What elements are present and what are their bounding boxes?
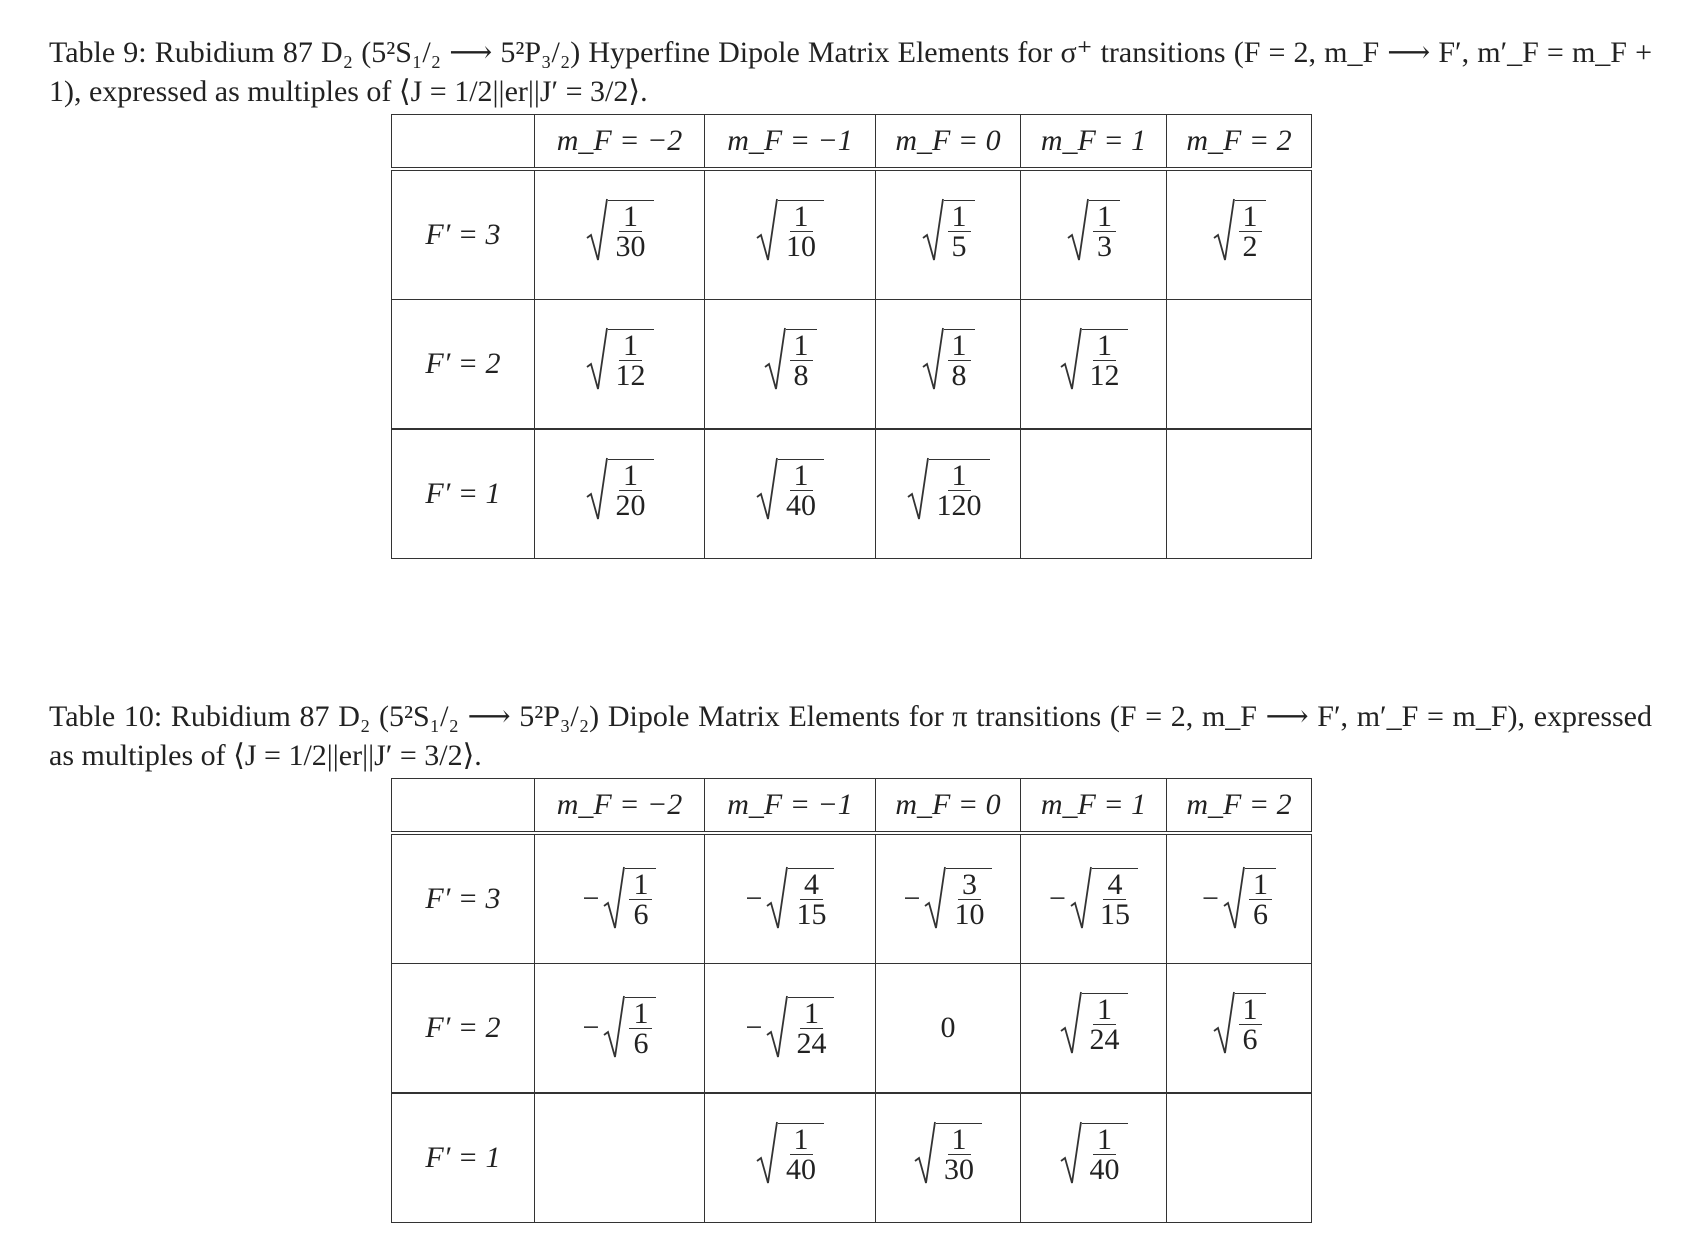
fraction bbox=[625, 997, 656, 1060]
numerator: 1 bbox=[948, 201, 971, 232]
sqrt-expression bbox=[1060, 991, 1128, 1057]
table-row bbox=[392, 1093, 1312, 1223]
denominator: 40 bbox=[786, 1152, 816, 1186]
fraction bbox=[1092, 868, 1138, 931]
column-header: m_F = −2 bbox=[535, 779, 705, 834]
fraction bbox=[788, 997, 834, 1060]
matrix-element-cell bbox=[1167, 1093, 1312, 1223]
matrix-element-cell bbox=[876, 964, 1021, 1094]
header-row bbox=[392, 779, 1312, 834]
radical-sign-icon bbox=[586, 327, 608, 393]
row-label: F′ = 2 bbox=[392, 300, 535, 430]
numerator: 1 bbox=[948, 330, 971, 361]
fraction bbox=[778, 1123, 824, 1186]
matrix-element-cell bbox=[876, 169, 1021, 300]
column-header bbox=[392, 115, 535, 170]
fraction bbox=[608, 459, 654, 522]
sqrt-expression bbox=[586, 327, 654, 393]
row-label: F′ = 3 bbox=[392, 833, 535, 964]
numerator: 1 bbox=[790, 1124, 813, 1155]
column-header: m_F = 2 bbox=[1167, 779, 1312, 834]
column-header: m_F = −1 bbox=[705, 115, 876, 170]
matrix-element-cell bbox=[1167, 429, 1312, 559]
denominator: 5 bbox=[951, 229, 967, 263]
radical-sign-icon bbox=[603, 866, 625, 932]
radical-sign-icon bbox=[756, 198, 778, 264]
fraction bbox=[936, 1123, 982, 1186]
radical-sign-icon bbox=[603, 995, 625, 1061]
numerator: 1 bbox=[1093, 994, 1116, 1025]
denominator: 12 bbox=[1089, 358, 1120, 392]
radical-sign-icon bbox=[586, 457, 608, 523]
fraction bbox=[608, 329, 654, 392]
denominator: 10 bbox=[954, 897, 985, 931]
matrix-element-cell bbox=[705, 169, 876, 300]
sqrt-expression bbox=[764, 327, 817, 393]
radical-sign-icon bbox=[1060, 1121, 1082, 1187]
fraction bbox=[778, 200, 824, 263]
numerator: 1 bbox=[948, 1124, 971, 1155]
minus-sign: − bbox=[582, 1011, 600, 1044]
table-9-caption: Table 9: Rubidium 87 D₂ (5²S₁/₂ ⟶ 5²P₃/₂) Hyperfine Dipole Matrix Elements for σ⁺ transitions (F = 2, m_F ⟶ F′, m′_F = m_F + 1), expressed as multiples of ⟨J = 1/2||er||J′ = 3/2⟩. bbox=[49, 36, 1652, 108]
radical-sign-icon bbox=[586, 198, 608, 264]
sqrt-expression bbox=[1060, 327, 1128, 393]
sqrt-expression bbox=[756, 457, 824, 523]
fraction bbox=[788, 868, 834, 931]
matrix-element-cell bbox=[1167, 833, 1312, 964]
fraction bbox=[1235, 200, 1266, 263]
numerator: 1 bbox=[790, 330, 813, 361]
denominator: 6 bbox=[633, 897, 649, 931]
column-header: m_F = −1 bbox=[705, 779, 876, 834]
column-header: m_F = −2 bbox=[535, 115, 705, 170]
radical-sign-icon bbox=[907, 457, 929, 523]
denominator: 8 bbox=[951, 358, 967, 392]
minus-sign: − bbox=[745, 1011, 763, 1044]
sqrt-expression bbox=[1202, 866, 1276, 932]
sqrt-expression bbox=[746, 866, 835, 932]
column-header: m_F = 1 bbox=[1021, 779, 1167, 834]
sqrt-expression bbox=[922, 327, 975, 393]
numerator: 1 bbox=[619, 460, 642, 491]
sqrt-expression bbox=[1060, 1121, 1128, 1187]
denominator: 12 bbox=[615, 358, 646, 392]
column-header bbox=[392, 779, 535, 834]
matrix-element-cell bbox=[535, 1093, 705, 1223]
numerator: 4 bbox=[800, 869, 823, 900]
numerator: 3 bbox=[958, 869, 981, 900]
sqrt-expression bbox=[586, 457, 654, 523]
radical-sign-icon bbox=[922, 327, 944, 393]
denominator: 24 bbox=[796, 1026, 827, 1060]
radical-sign-icon bbox=[922, 198, 944, 264]
sqrt-expression bbox=[586, 198, 654, 264]
denominator: 2 bbox=[1242, 229, 1258, 263]
numerator: 4 bbox=[1103, 869, 1126, 900]
column-header: m_F = 2 bbox=[1167, 115, 1312, 170]
table-row bbox=[392, 833, 1312, 964]
fraction bbox=[1082, 329, 1128, 392]
radical-sign-icon bbox=[1213, 198, 1235, 264]
matrix-element-cell bbox=[705, 1093, 876, 1223]
matrix-element-cell bbox=[535, 429, 705, 559]
table-row bbox=[392, 964, 1312, 1094]
radical-sign-icon bbox=[1223, 866, 1245, 932]
row-label: F′ = 1 bbox=[392, 429, 535, 559]
denominator: 10 bbox=[786, 229, 816, 263]
sqrt-expression bbox=[1213, 991, 1266, 1057]
matrix-element-cell bbox=[705, 964, 876, 1094]
matrix-element-cell bbox=[1021, 169, 1167, 300]
sqrt-expression bbox=[583, 866, 657, 932]
header-row bbox=[392, 115, 1312, 170]
numerator: 1 bbox=[800, 998, 823, 1029]
matrix-element-cell bbox=[1021, 833, 1167, 964]
column-header: m_F = 0 bbox=[876, 115, 1021, 170]
table-10-caption: Table 10: Rubidium 87 D₂ (5²S₁/₂ ⟶ 5²P₃/₂) Dipole Matrix Elements for π transitions (F = 2, m_F ⟶ F′, m′_F = m_F), expressed as multiples of ⟨J = 1/2||er||J′ = 3/2⟩. bbox=[49, 700, 1652, 772]
fraction bbox=[1235, 993, 1266, 1056]
matrix-element-cell bbox=[1021, 964, 1167, 1094]
radical-sign-icon bbox=[1213, 991, 1235, 1057]
matrix-element-cell bbox=[535, 964, 705, 1094]
numerator: 1 bbox=[790, 201, 813, 232]
numerator: 1 bbox=[1093, 1124, 1116, 1155]
minus-sign: − bbox=[582, 882, 600, 915]
radical-sign-icon bbox=[924, 866, 946, 932]
denominator: 30 bbox=[615, 229, 646, 263]
denominator: 6 bbox=[1252, 897, 1268, 931]
table-row bbox=[392, 429, 1312, 559]
denominator: 6 bbox=[1242, 1022, 1258, 1056]
column-header: m_F = 0 bbox=[876, 779, 1021, 834]
radical-sign-icon bbox=[764, 327, 786, 393]
row-label: F′ = 1 bbox=[392, 1093, 535, 1223]
numerator: 1 bbox=[619, 201, 642, 232]
fraction bbox=[1082, 1123, 1128, 1186]
denominator: 24 bbox=[1089, 1022, 1120, 1056]
minus-sign: − bbox=[1049, 882, 1066, 915]
sqrt-expression bbox=[907, 457, 990, 523]
fraction bbox=[929, 459, 990, 522]
fraction bbox=[786, 329, 817, 392]
sqrt-expression bbox=[1049, 866, 1138, 932]
minus-sign: − bbox=[1202, 882, 1219, 915]
radical-sign-icon bbox=[766, 866, 788, 932]
radical-sign-icon bbox=[756, 457, 778, 523]
denominator: 30 bbox=[944, 1152, 974, 1186]
matrix-element-cell bbox=[876, 1093, 1021, 1223]
matrix-element-cell bbox=[535, 833, 705, 964]
numerator: 1 bbox=[629, 998, 652, 1029]
sqrt-expression bbox=[746, 995, 835, 1061]
table-9 bbox=[391, 114, 1312, 559]
row-label: F′ = 2 bbox=[392, 964, 535, 1094]
denominator: 6 bbox=[633, 1026, 649, 1060]
fraction bbox=[944, 200, 975, 263]
radical-sign-icon bbox=[1067, 198, 1089, 264]
matrix-element-cell bbox=[535, 300, 705, 430]
numerator: 1 bbox=[1093, 330, 1116, 361]
matrix-element-cell bbox=[705, 833, 876, 964]
matrix-element-cell bbox=[1167, 964, 1312, 1094]
sqrt-expression bbox=[1067, 198, 1120, 264]
denominator: 40 bbox=[786, 488, 816, 522]
matrix-element-cell bbox=[1167, 300, 1312, 430]
sqrt-expression bbox=[1213, 198, 1266, 264]
sqrt-expression bbox=[583, 995, 657, 1061]
matrix-element-cell bbox=[1021, 429, 1167, 559]
fraction bbox=[1245, 868, 1276, 931]
matrix-element-cell bbox=[1021, 1093, 1167, 1223]
denominator: 15 bbox=[796, 897, 827, 931]
radical-sign-icon bbox=[1060, 991, 1082, 1057]
denominator: 120 bbox=[936, 488, 982, 522]
sqrt-expression bbox=[756, 198, 824, 264]
radical-sign-icon bbox=[766, 995, 788, 1061]
denominator: 40 bbox=[1089, 1152, 1120, 1186]
matrix-element-cell bbox=[876, 833, 1021, 964]
denominator: 15 bbox=[1099, 897, 1130, 931]
sqrt-expression bbox=[904, 866, 993, 932]
fraction bbox=[1082, 993, 1128, 1056]
sqrt-expression bbox=[922, 198, 975, 264]
fraction bbox=[625, 868, 656, 931]
radical-sign-icon bbox=[1060, 327, 1082, 393]
denominator: 20 bbox=[615, 488, 646, 522]
radical-sign-icon bbox=[914, 1121, 936, 1187]
matrix-element-cell bbox=[1167, 169, 1312, 300]
radical-sign-icon bbox=[756, 1121, 778, 1187]
minus-sign: − bbox=[903, 882, 921, 915]
numerator: 1 bbox=[629, 869, 652, 900]
table-10 bbox=[391, 778, 1312, 1223]
matrix-value: 0 bbox=[940, 1011, 956, 1044]
row-label: F′ = 3 bbox=[392, 169, 535, 300]
minus-sign: − bbox=[745, 882, 763, 915]
numerator: 1 bbox=[1239, 201, 1262, 232]
table-row bbox=[392, 300, 1312, 430]
denominator: 3 bbox=[1097, 229, 1112, 263]
table-row bbox=[392, 169, 1312, 300]
fraction bbox=[608, 200, 654, 263]
fraction bbox=[778, 459, 824, 522]
denominator: 8 bbox=[793, 358, 809, 392]
sqrt-expression bbox=[756, 1121, 824, 1187]
radical-sign-icon bbox=[1070, 866, 1092, 932]
matrix-element-cell bbox=[535, 169, 705, 300]
fraction bbox=[946, 868, 992, 931]
numerator: 1 bbox=[1239, 994, 1262, 1025]
numerator: 1 bbox=[948, 460, 971, 491]
matrix-element-cell bbox=[705, 300, 876, 430]
fraction bbox=[944, 329, 975, 392]
numerator: 1 bbox=[619, 330, 642, 361]
fraction bbox=[1089, 200, 1120, 263]
sqrt-expression bbox=[914, 1121, 982, 1187]
numerator: 1 bbox=[1249, 869, 1272, 900]
numerator: 1 bbox=[790, 460, 813, 491]
matrix-element-cell bbox=[705, 429, 876, 559]
matrix-element-cell bbox=[876, 429, 1021, 559]
column-header: m_F = 1 bbox=[1021, 115, 1167, 170]
matrix-element-cell bbox=[1021, 300, 1167, 430]
numerator: 1 bbox=[1093, 201, 1116, 232]
matrix-element-cell bbox=[876, 300, 1021, 430]
